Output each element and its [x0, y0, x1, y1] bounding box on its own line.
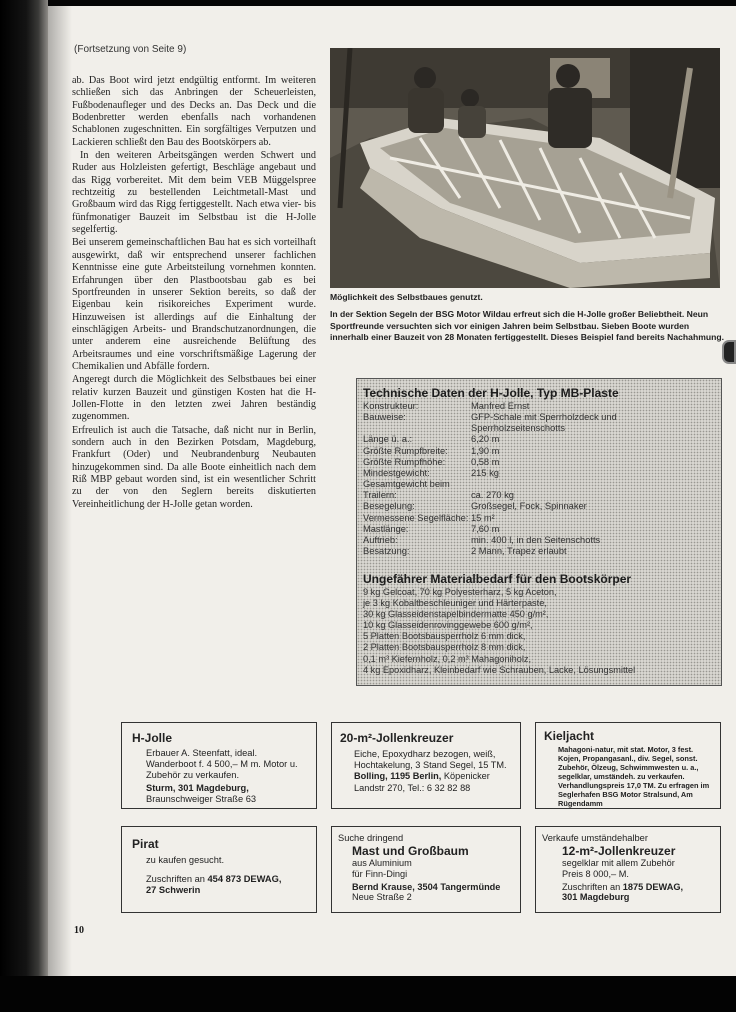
spec-label: Auftrieb:: [363, 534, 398, 545]
article-paragraph: In den weiteren Arbeitsgängen werden Schwert und Ruder aus Holzleisten gefertigt, Beschläge angebaut und das Rigg vorbereitet. Mit dem beim VEB Müggelspree rechtzeitig zu bestellenden Leichtmetall-Mast und Großbaum wird das Rigg fertiggestellt. Nach etwa vier- bis fünfmonatiger Bauzeit im Selbstbau ist die H-Jolle segelfertig.: [72, 150, 316, 236]
photo-caption-text: In der Sektion Segeln der BSG Motor Wildau erfreut sich die H-Jolle großer Beliebtheit. Neun Sportfreunde versuchten sich vor einigen Jahren beim Selbstbau. Sieben Boote wurden innerhalb einer Bauzeit von 28 Monaten fertiggestellt. Dieses Beispiel fand bereits Nachahmung.: [330, 309, 724, 342]
ad-text: [340, 749, 512, 794]
spec-row: [363, 457, 717, 468]
scan-border-bottom: [0, 976, 736, 1012]
spec-value: ca. 270 kg: [471, 490, 514, 501]
ad-line: für Finn-Dingi: [352, 868, 408, 879]
spec-value: 0,58 m: [471, 456, 500, 467]
spec-row: [363, 434, 717, 445]
photo-caption-title: Möglichkeit des Selbstbaues genutzt.: [330, 292, 483, 302]
article-paragraph: ab. Das Boot wird jetzt endgültig entformt. Im weiteren schließen sich das Anbringen der Scheuerleisten, Fußbodenaufleger und des Decks an. Das Deck und die Bodenbretter werden ebenfalls nach vorhandenen Schablonen zugeschnitten. Ein sorgfältiges Verputzen und Lackieren schließt den Bau des Bootskörpers ab.: [72, 75, 316, 148]
ad-pirat: [121, 826, 317, 913]
spec-row: [363, 479, 717, 490]
technical-data-box: [356, 378, 722, 686]
ad-line: Eiche, Epoxydharz bezogen, weiß, Hochtakelung, 3 Stand Segel, 15 TM.: [354, 749, 507, 771]
ad-title: 12-m²-Jollenkreuzer: [562, 844, 676, 858]
book-spine-shadow: [0, 0, 48, 1012]
material-item: 0,1 m³ Kiefernholz, 0,2 m³ Mahagoniholz,: [363, 653, 532, 664]
spec-row: [363, 546, 717, 557]
ad-contact-bold: 1875 DEWAG,: [622, 881, 684, 892]
spec-row: [363, 423, 717, 434]
material-title: Ungefährer Materialbedarf für den Bootskörper: [363, 572, 632, 586]
spec-row: [363, 401, 717, 412]
material-item: 10 kg Glasseidenrovinggewebe 600 g/m²,: [363, 620, 533, 631]
article-paragraph: Angeregt durch die Möglichkeit des Selbstbaues bei einer relativ kurzen Bauzeit und günstigen Kosten hat die H-Jollen-Flotte in den letzten zwei Jahren beständig zugenommen.: [72, 374, 316, 423]
spec-row: [363, 468, 717, 479]
spec-label: Konstrukteur:: [363, 401, 419, 411]
ad-title: H-Jolle: [132, 731, 173, 745]
material-item: 4 kg Epoxidharz, Kleinbedarf wie Schrauben, Lacke, Lösungsmittel: [363, 664, 636, 675]
spec-value: Großsegel, Fock, Spinnaker: [471, 501, 587, 512]
spec-row: [363, 412, 717, 423]
ad-text: Mahagoni-natur, mit stat. Motor, 3 fest. Kojen, Propangasanl., div. Segel, sonst. Zubehör, Ölzeug, Schwimmwesten u. a., segelklar, umständeh. zu verkaufen. Verhandlungspreis 17,0 TM. Zu erfragen im Seglerhafen BSG Motor Stralsund, Am Rügendamm: [558, 745, 710, 808]
spec-row: [363, 501, 717, 512]
ad-line-prefix: Zuschriften an: [562, 881, 621, 892]
spec-value: min. 400 l, in den Seitenschotts: [471, 534, 601, 545]
ad-contact-bold: Bolling, 1195 Berlin,: [354, 771, 442, 782]
ad-title: 20-m²-Jollenkreuzer: [340, 731, 454, 745]
binder-clip: [722, 340, 736, 364]
ad-text: [338, 858, 512, 903]
ad-contact: Neue Straße 2: [352, 892, 412, 903]
ad-text: [542, 858, 716, 903]
spec-value: 15 m²: [471, 512, 495, 523]
page-number: 10: [74, 925, 84, 936]
spec-label: Länge ü. a.:: [363, 434, 413, 445]
ad-kieljacht: [535, 722, 721, 809]
ad-contact-bold: Sturm, 301 Magdeburg,: [146, 783, 249, 793]
ad-20m-jollenkreuzer: [331, 722, 521, 809]
spec-table: [363, 401, 717, 557]
spec-row: [363, 490, 717, 501]
ad-h-jolle: [121, 722, 317, 809]
ad-intro: Suche dringend: [338, 833, 404, 843]
ad-line: zu kaufen gesucht.: [146, 855, 225, 865]
ad-line-prefix: Zuschriften an: [146, 874, 205, 885]
spec-label: Mastlänge:: [363, 523, 409, 534]
spec-value: 2 Mann, Trapez erlaubt: [471, 546, 567, 557]
spec-label: Besegelung:: [363, 501, 415, 512]
ad-title: Kieljacht: [544, 729, 595, 743]
ad-contact-bold: 454 873 DEWAG,: [207, 874, 282, 885]
article-paragraph: Bei unserem gemeinschaftlichen Bau hat es sich vorteilhaft ausgewirkt, daß wir entsprechend unserer fachlichen Kenntnisse eine gute Arbeitsteilung vornehmen konnten. Erfahrungen über den Plastbootsbau gab es bei Sportfreunden in unserer Sektion bereits, so daß der Eigenbau kein risikoreiches Experiment wurde. Hinzuweisen ist allerdings auf die Einhaltung der einschlägigen Arbeits- und Brandschutzanordnungen, die unter anderem eine ausreichende Belüftung des Arbeitsraumes und eine vorschriftsmäßige Lagerung der Chemikalien und Abfälle fordern.: [72, 237, 316, 372]
ad-title: Pirat: [132, 837, 159, 851]
material-list: [363, 587, 635, 676]
spec-label: [363, 423, 471, 434]
material-item: 2 Platten Bootsbausperrholz 8 mm dick,: [363, 642, 526, 653]
ad-mast-grossbaum: [331, 826, 521, 913]
ad-line: segelklar mit allem Zubehör: [562, 858, 675, 868]
spec-value: 1,90 m: [471, 445, 500, 456]
spec-value: 6,20 m: [471, 434, 500, 445]
ad-contact: Köpenicker Landstr 270, Tel.: 6 32 82 88: [354, 771, 490, 793]
spec-label: Gesamtgewicht beim: [363, 479, 450, 490]
ad-title: Mast und Großbaum: [352, 844, 469, 858]
ad-intro: Verkaufe umständehalber: [542, 833, 648, 843]
ad-line: Zubehör zu verkaufen.: [146, 770, 240, 780]
spec-label: Größte Rumpfhöhe:: [363, 456, 446, 467]
ad-text: [132, 855, 308, 897]
continued-from-note: (Fortsetzung von Seite 9): [74, 44, 187, 55]
ad-line: Preis 8 000,– M.: [562, 868, 629, 879]
ad-contact-bold: 301 Magdeburg: [562, 892, 630, 903]
spec-title: Technische Daten der H-Jolle, Typ MB-Plaste: [363, 386, 619, 400]
spec-row: [363, 446, 717, 457]
ad-text: [132, 748, 308, 805]
spec-value: GFP-Schale mit Sperrholzdeck und: [471, 412, 617, 423]
spec-row: [363, 535, 717, 546]
ad-contact-bold: 27 Schwerin: [146, 885, 201, 896]
material-item: 9 kg Gelcoat, 70 kg Polyesterharz, 5 kg Aceton,: [363, 587, 557, 597]
spec-label: Größte Rumpfbreite:: [363, 445, 448, 456]
spec-value: 215 kg: [471, 467, 499, 478]
material-item: je 3 kg Kobaltbeschleuniger und Härterpaste,: [363, 598, 547, 609]
ad-line: aus Aluminium: [352, 858, 412, 868]
ad-line: [146, 874, 308, 885]
material-item: 30 kg Glasseidenstapelbindermatte 450 g/m²,: [363, 609, 549, 620]
spec-label: Vermessene Segelfläche:: [363, 512, 469, 523]
article-column: [72, 75, 316, 695]
spec-row: [363, 513, 717, 524]
spec-label: Bauweise:: [363, 412, 406, 423]
ad-line: Erbauer A. Steenfatt, ideal. Wanderboot f. 4 500,– M m. Motor u.: [146, 748, 298, 769]
spec-value: Manfred Ernst: [471, 401, 530, 411]
spec-value: [471, 479, 717, 490]
spec-value: Sperrholzseitenschotts: [471, 423, 566, 434]
spec-label: Mindestgewicht:: [363, 467, 430, 478]
ad-contact-bold: Bernd Krause, 3504 Tangermünde: [352, 881, 501, 892]
ad-line: [562, 882, 716, 893]
material-item: 5 Platten Bootsbausperrholz 6 mm dick,: [363, 631, 526, 642]
spec-row: [363, 524, 717, 535]
ad-12m-jollenkreuzer: [535, 826, 721, 913]
boat-building-photo: [330, 48, 720, 288]
spec-label: Besatzung:: [363, 546, 410, 557]
spec-label: Trailern:: [363, 490, 397, 501]
ad-contact: Braunschweiger Straße 63: [146, 794, 257, 804]
article-paragraph: Erfreulich ist auch die Tatsache, daß nicht nur in Berlin, sondern auch in den Bezirken Potsdam, Magdeburg, Frankfurt (Oder) und Neubrandenburg Neubauten hinzugekommen sind. Da alle Boote einheitlich nach dem Riß MBP gebaut worden sind, ist ein wesentlicher Schritt zu der von den Seglern bereits diskutierten Vereinheitlichung der H-Jolle getan worden.: [72, 424, 316, 510]
spec-value: 7,60 m: [471, 523, 500, 534]
